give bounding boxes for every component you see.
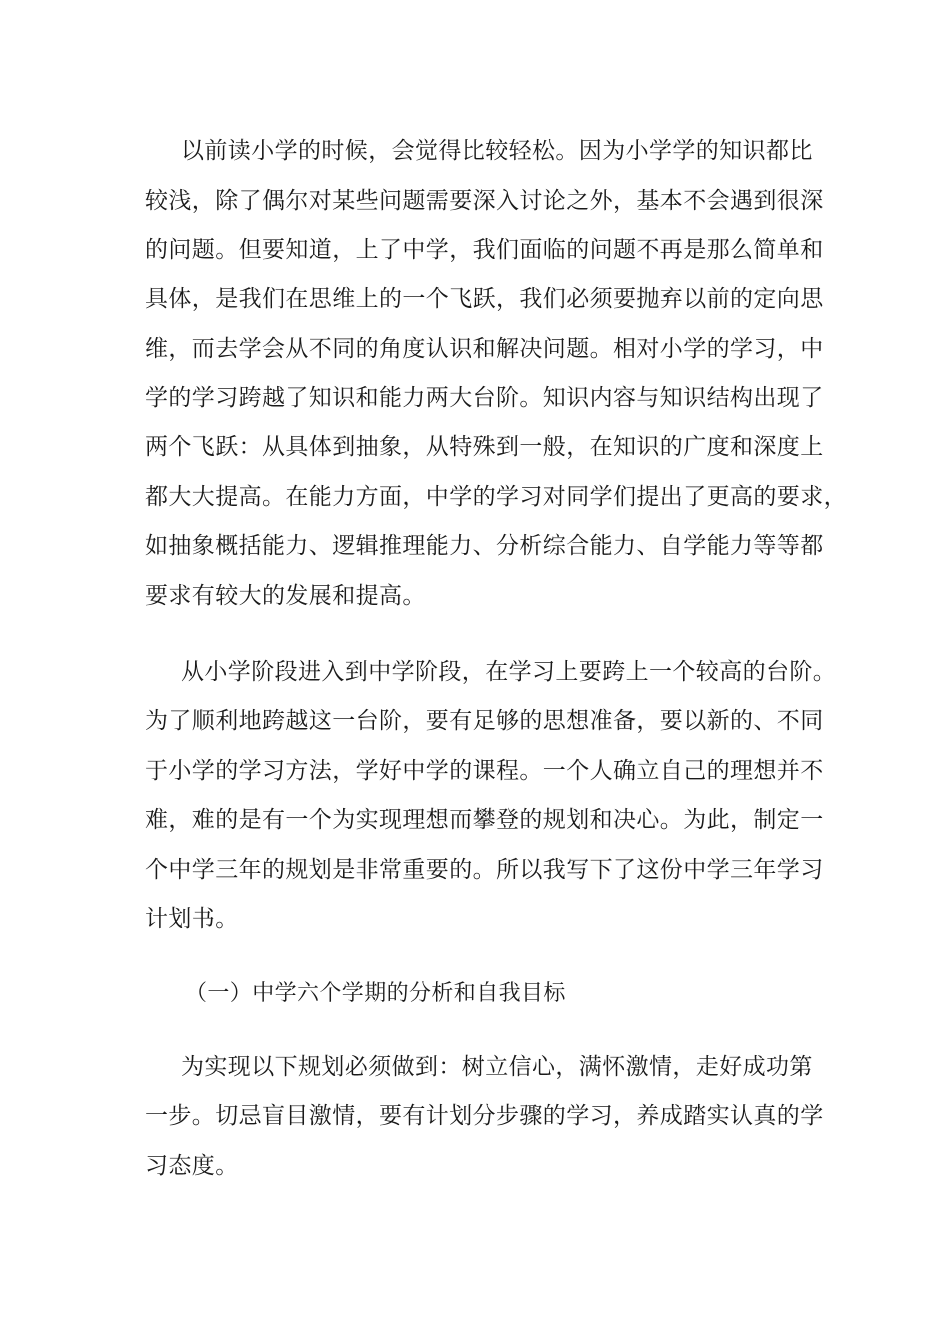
section-heading-text: （一）中学六个学期的分析和自我目标 bbox=[185, 981, 566, 1006]
paragraph-line: 为实现以下规划必须做到：树立信心，满怀激情，走好成功第 bbox=[181, 1054, 813, 1080]
paragraph-line: 学的学习跨越了知识和能力两大台阶。知识内容与知识结构出现了 bbox=[145, 385, 824, 411]
paragraph-line: 于小学的学习方法，学好中学的课程。一个人确立自己的理想并不 bbox=[145, 758, 824, 784]
paragraph-line: 习态度。 bbox=[145, 1153, 239, 1179]
paragraph-line: 以前读小学的时候，会觉得比较轻松。因为小学学的知识都比 bbox=[181, 138, 813, 164]
paragraph-line: 一步。切忌盲目激情，要有计划分步骤的学习，养成踏实认真的学 bbox=[145, 1103, 824, 1129]
paragraph-line: 要求有较大的发展和提高。 bbox=[145, 583, 426, 609]
paragraph-line: 个中学三年的规划是非常重要的。所以我写下了这份中学三年学习 bbox=[145, 857, 824, 883]
paragraph-line: 为了顺利地跨越这一台阶，要有足够的思想准备，要以新的、不同 bbox=[145, 708, 824, 734]
paragraph-line: 都大大提高。在能力方面，中学的学习对同学们提出了更高的要求， bbox=[145, 484, 847, 510]
paragraph-line: 的问题。但要知道，上了中学，我们面临的问题不再是那么简单和 bbox=[145, 237, 824, 263]
paragraph-line: 难，难的是有一个为实现理想而攀登的规划和决心。为此，制定一 bbox=[145, 807, 824, 833]
paragraph-line: 维，而去学会从不同的角度认识和解决问题。相对小学的学习，中 bbox=[145, 336, 824, 362]
paragraph-line: 如抽象概括能力、逻辑推理能力、分析综合能力、自学能力等等都 bbox=[145, 533, 824, 559]
paragraph-line: 具体，是我们在思维上的一个飞跃，我们必须要抛弃以前的定向思 bbox=[145, 286, 824, 312]
paragraph-line: 从小学阶段进入到中学阶段，在学习上要跨上一个较高的台阶。 bbox=[181, 659, 837, 685]
paragraph-line: 两个飞跃：从具体到抽象，从特殊到一般，在知识的广度和深度上 bbox=[145, 434, 824, 460]
paragraph-line: 较浅，除了偶尔对某些问题需要深入讨论之外，基本不会遇到很深 bbox=[145, 188, 824, 214]
paragraph-line: 计划书。 bbox=[145, 906, 239, 932]
